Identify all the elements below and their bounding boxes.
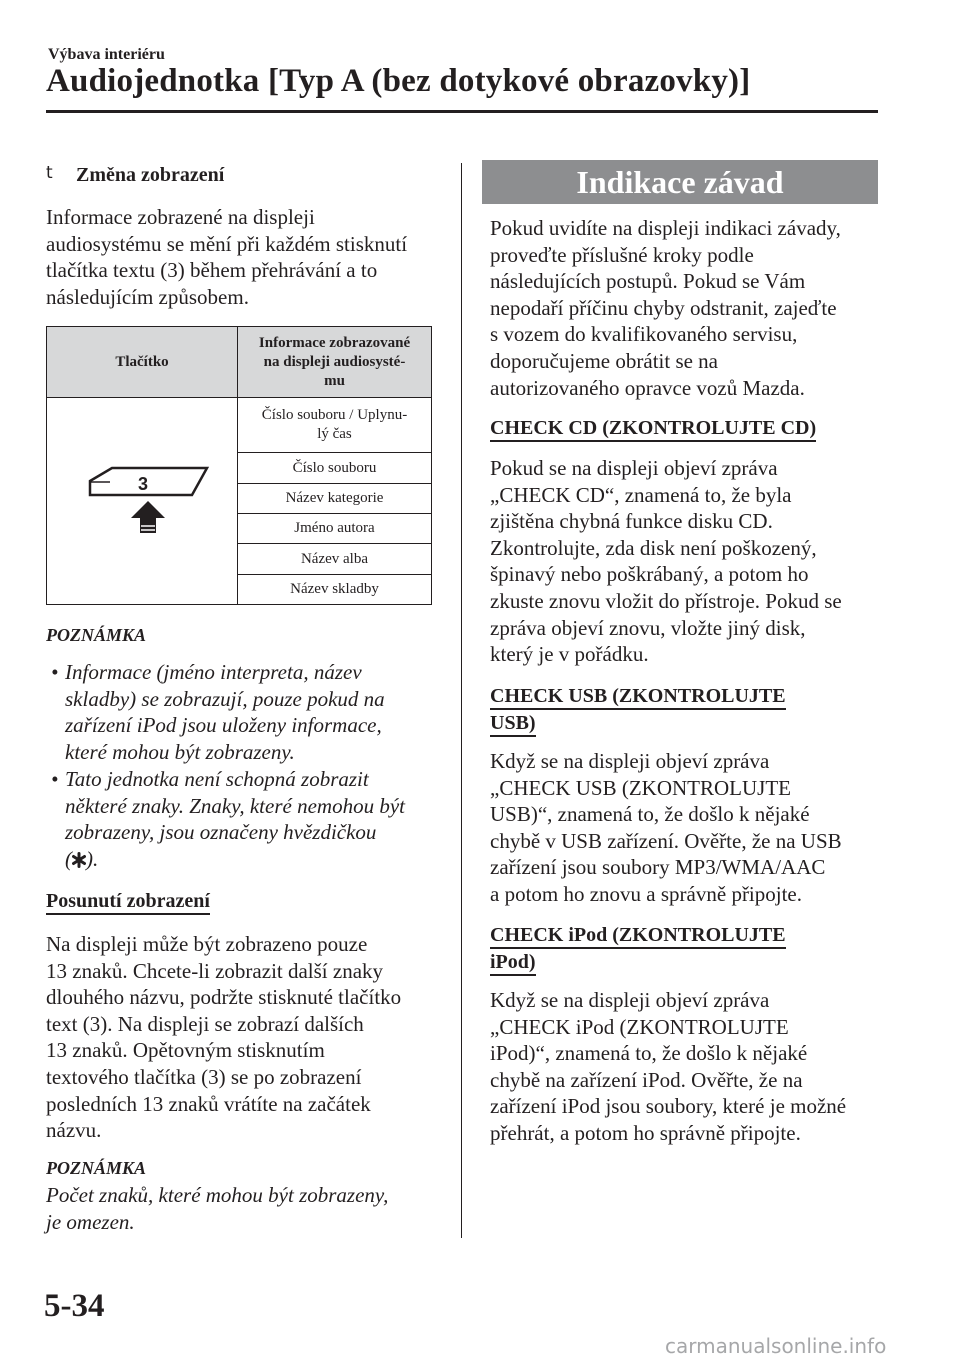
text-line: Pokud se na displeji objeví zpráva	[490, 456, 778, 480]
asterisk-icon	[72, 852, 86, 868]
check-usb-text	[490, 748, 878, 908]
text-line: 13 znaků. Opětovným stisknutím	[46, 1038, 325, 1063]
text-line: je omezen.	[46, 1209, 135, 1234]
text-line: zpráva objeví znovu, vložte jiný disk,	[490, 615, 806, 640]
text-line: iPod)“, znamená to, že došlo k nějaké	[490, 1041, 808, 1066]
check-cd-text	[490, 455, 878, 668]
text-line: „CHECK USB (ZKONTROLUJTE	[490, 775, 791, 800]
bullet-mark: •	[51, 767, 59, 791]
text-line: autorizovaného opravce vozů Mazda.	[490, 375, 805, 400]
heading-marker-icon: t	[46, 163, 53, 183]
display-change-text	[46, 204, 441, 310]
text-line: nepodaří příčinu chyby odstranit, zajeďte	[490, 295, 837, 320]
table-cell-option: Číslo souboru	[238, 453, 432, 483]
text-line: některé znaky. Znaky, které nemohou být	[65, 793, 405, 818]
text-line: Informace zobrazené na displeji	[46, 205, 315, 229]
text-line: s vozem do kvalifikovaného servisu,	[490, 322, 798, 347]
text-line: názvu.	[46, 1118, 102, 1143]
text-line: přehrát, a potom ho správně připojte.	[490, 1120, 801, 1145]
text-line: ( ).	[65, 846, 99, 871]
text-line: USB)“, znamená to, že došlo k nějaké	[490, 802, 810, 827]
text-line: chybě v USB zařízení. Ověřte, že na USB	[490, 828, 842, 853]
table-cell-option: Jméno autora	[238, 514, 432, 544]
page-title: Audiojednotka [Typ A (bez dotykové obrazovky)]	[46, 63, 751, 99]
text-line: doporučujeme obrátit se na	[490, 348, 719, 373]
text-line: skladby) se zobrazují, pouze pokud na	[65, 686, 385, 711]
text-line: následujících postupů. Pokud se Vám	[490, 269, 806, 294]
fault-intro-text	[490, 215, 878, 401]
text-button-illustration	[47, 398, 238, 605]
text-line: 13 znaků. Chcete-li zobrazit další znaky	[46, 958, 384, 983]
table-cell-option: Číslo souboru / Uplynu- lý čas	[238, 398, 432, 453]
check-cd-heading: CHECK CD (ZKONTROLUJTE CD)	[490, 415, 878, 442]
press-arrow-icon	[131, 501, 165, 533]
header-rule	[46, 110, 878, 113]
text-line: proveďte příslušné kroky podle	[490, 242, 754, 267]
check-ipod-heading: CHECK iPod (ZKONTROLUJTE iPod)	[490, 922, 878, 976]
note-text	[46, 1182, 441, 1235]
text-line: Zkontrolujte, zda disk není poškozený,	[490, 535, 817, 560]
text-line: Počet znaků, které mohou být zobrazeny,	[46, 1183, 389, 1207]
note-title: POZNÁMKA	[46, 1158, 147, 1178]
text-line: Když se na displeji objeví zpráva	[490, 749, 770, 773]
text-line: Pokud uvidíte na displeji indikaci závady,	[490, 216, 841, 240]
note-bullet	[51, 659, 445, 765]
text-line: audiosystému se mění při každém stisknutí	[46, 231, 408, 256]
text-line: chybě na zařízení iPod. Ověřte, že na	[490, 1067, 803, 1092]
text-line: Informace (jméno interpreta, název	[65, 660, 362, 684]
text-line: textového tlačítka (3) se po zobrazení	[46, 1064, 362, 1089]
column-divider	[461, 163, 462, 1238]
text-line: Tato jednotka není schopná zobrazit	[65, 767, 369, 791]
text-line: a potom ho znovu a správně připojte.	[490, 881, 803, 906]
text-line: posledních 13 znaků vrátíte na začátek	[46, 1091, 371, 1116]
section-banner: Indikace závad	[482, 160, 878, 204]
text-line: zařízení iPod jsou soubory, které je možné	[490, 1094, 847, 1119]
text-line: „CHECK CD“, znamená to, že byla	[490, 482, 792, 507]
display-change-heading: Změna zobrazení	[76, 164, 225, 186]
text-line: které mohou být zobrazeny.	[65, 739, 295, 764]
bullet-mark: •	[51, 660, 59, 684]
page-number: 5-34	[44, 1288, 105, 1324]
scroll-heading: Posunutí zobrazení	[46, 888, 441, 915]
table-cell-option: Název skladby	[238, 574, 432, 604]
table-header-row	[47, 327, 432, 398]
text-line: zkuste znovu vložit do přístroje. Pokud se	[490, 588, 842, 613]
text-line: zjištěna chybná funkce disku CD.	[490, 509, 773, 534]
check-usb-heading: CHECK USB (ZKONTROLUJTE USB)	[490, 683, 878, 737]
table-cell-option: Název alba	[238, 544, 432, 574]
button-number-label: 3	[138, 474, 149, 494]
text-line: text (3). Na displeji se zobrazí dalších	[46, 1011, 364, 1036]
scroll-text	[46, 931, 441, 1144]
text-line: dlouhého názvu, podržte stisknuté tlačítko	[46, 985, 402, 1010]
text-line: zobrazeny, jsou označeny hvězdičkou	[65, 820, 377, 845]
note-title: POZNÁMKA	[46, 625, 147, 645]
note-bullet	[51, 766, 445, 872]
section-label: Výbava interiéru	[48, 46, 165, 63]
watermark: carmanualsonline.info	[665, 1334, 887, 1358]
text-line: zařízení iPod jsou uloženy informace,	[65, 713, 382, 738]
check-ipod-text	[490, 987, 878, 1147]
table-header-info: Informace zobrazované na displeji audiosysté- mu	[238, 327, 432, 398]
text-line: špinavý nebo poškrábaný, a potom ho	[490, 562, 809, 587]
text-line: zařízení jsou soubory MP3/WMA/AAC	[490, 855, 826, 880]
text-line: Když se na displeji objeví zpráva	[490, 988, 770, 1012]
text-line: „CHECK iPod (ZKONTROLUJTE	[490, 1014, 789, 1039]
text-line: Na displeji může být zobrazeno pouze	[46, 932, 368, 956]
text-line: tlačítka textu (3) během přehrávání a to	[46, 258, 378, 283]
table-header-button: Tlačítko	[47, 327, 238, 398]
display-info-table	[46, 326, 432, 605]
table-cell-option: Název kategorie	[238, 483, 432, 513]
text-button-icon	[52, 398, 232, 598]
text-line: následujícím způsobem.	[46, 284, 249, 309]
table-row	[47, 398, 432, 453]
text-line: který je v pořádku.	[490, 642, 649, 667]
